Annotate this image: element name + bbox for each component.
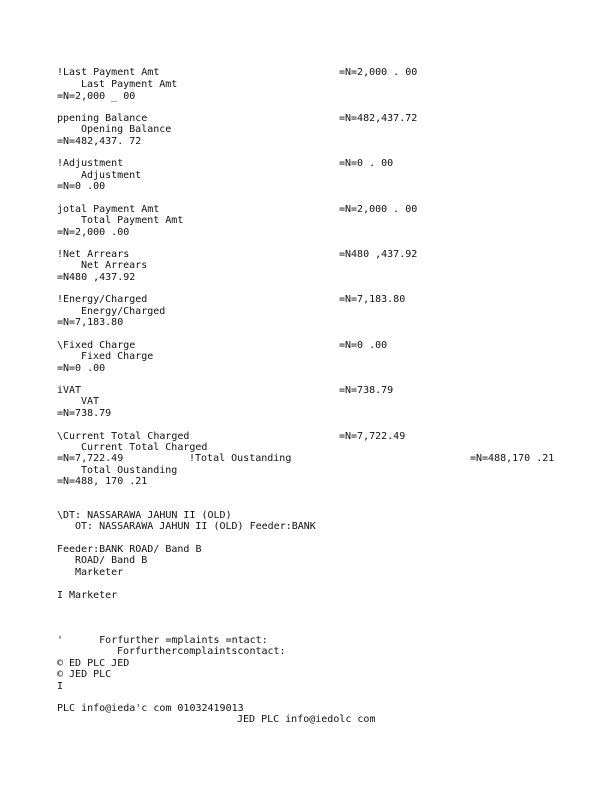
road-band-line: ROAD/ Band B — [75, 555, 148, 566]
vat-subvalue: =N=738.79 — [57, 408, 112, 419]
energy-charged-subvalue: =N=7,183.80 — [57, 317, 124, 328]
total-payment-value: =N=2,000 . 00 — [339, 204, 418, 215]
total-outstanding-subvalue: =N=488, 170 .21 — [57, 476, 148, 487]
opening-balance-sublabel: Opening Balance — [81, 124, 172, 135]
current-total-subvalue: =N=7,722.49 — [57, 453, 124, 464]
jed-plc-line-1: © ED PLC JED — [57, 658, 130, 669]
complaints-line-1: ' Forfurther =mplaints =ntact: — [57, 635, 268, 646]
total-payment-label: jotal Payment Amt — [57, 204, 160, 215]
last-payment-value: =N=2,000 . 00 — [339, 67, 418, 78]
net-arrears-label: !Net Arrears — [57, 249, 130, 260]
total-outstanding-label: !Total Oustanding — [189, 453, 292, 464]
opening-balance-value: =N=482,437.72 — [339, 113, 418, 124]
last-payment-subvalue: =N=2,000 _ 00 — [57, 91, 136, 102]
total-outstanding-sublabel: Total Oustanding — [81, 465, 178, 476]
adjustment-sublabel: Adjustment — [81, 170, 142, 181]
contact-line: PLC info@ieda'c com 01032419013 — [57, 703, 244, 714]
fixed-charge-sublabel: Fixed Charge — [81, 351, 154, 362]
fixed-charge-value: =N=0 .00 — [339, 340, 388, 351]
opening-balance-subvalue: =N=482,437. 72 — [57, 136, 142, 147]
last-payment-label: !Last Payment Amt — [57, 67, 160, 78]
energy-charged-value: =N=7,183.80 — [339, 294, 406, 305]
fixed-charge-subvalue: =N=0 .00 — [57, 363, 106, 374]
energy-charged-label: !Energy/Charged — [57, 294, 148, 305]
ot-feeder-line: OT: NASSARAWA JAHUN II (OLD) Feeder:BANK — [75, 521, 316, 532]
adjustment-label: !Adjustment — [57, 158, 124, 169]
net-arrears-sublabel: Net Arrears — [81, 260, 148, 271]
vat-value: =N=738.79 — [339, 385, 394, 396]
adjustment-value: =N=0 . 00 — [339, 158, 394, 169]
feeder-band-line: Feeder:BANK ROAD/ Band B — [57, 544, 202, 555]
energy-charged-sublabel: Energy/Charged — [81, 306, 166, 317]
vat-label: iVAT — [57, 385, 82, 396]
marketer-line: Marketer — [75, 567, 124, 578]
net-arrears-subvalue: =N480 ,437.92 — [57, 272, 136, 283]
current-total-label: \Current Total Charged — [57, 431, 190, 442]
total-outstanding-value: =N=488,170 .21 — [470, 453, 555, 464]
current-total-sublabel: Current Total Charged — [81, 442, 208, 453]
vat-sublabel: VAT — [81, 396, 100, 407]
opening-balance-label: ppening Balance — [57, 113, 148, 124]
total-payment-sublabel: Total Payment Amt — [81, 215, 184, 226]
fixed-charge-label: \Fixed Charge — [57, 340, 136, 351]
dt-line: \DT: NASSARAWA JAHUN II (OLD) — [57, 510, 232, 521]
last-payment-sublabel: Last Payment Amt — [81, 79, 178, 90]
total-payment-subvalue: =N=2,000 .00 — [57, 227, 130, 238]
i-marketer-line: I Marketer — [57, 590, 118, 601]
net-arrears-value: =N480 ,437.92 — [339, 249, 418, 260]
jed-plc-line-2: © JED PLC — [57, 669, 112, 680]
current-total-value: =N=7,722.49 — [339, 431, 406, 442]
i-line: I — [57, 681, 64, 692]
jed-email-line: JED PLC info@iedolc com — [237, 714, 376, 725]
complaints-line-2: Forfurthercomplaintscontact: — [117, 646, 286, 657]
adjustment-subvalue: =N=0 .00 — [57, 181, 106, 192]
